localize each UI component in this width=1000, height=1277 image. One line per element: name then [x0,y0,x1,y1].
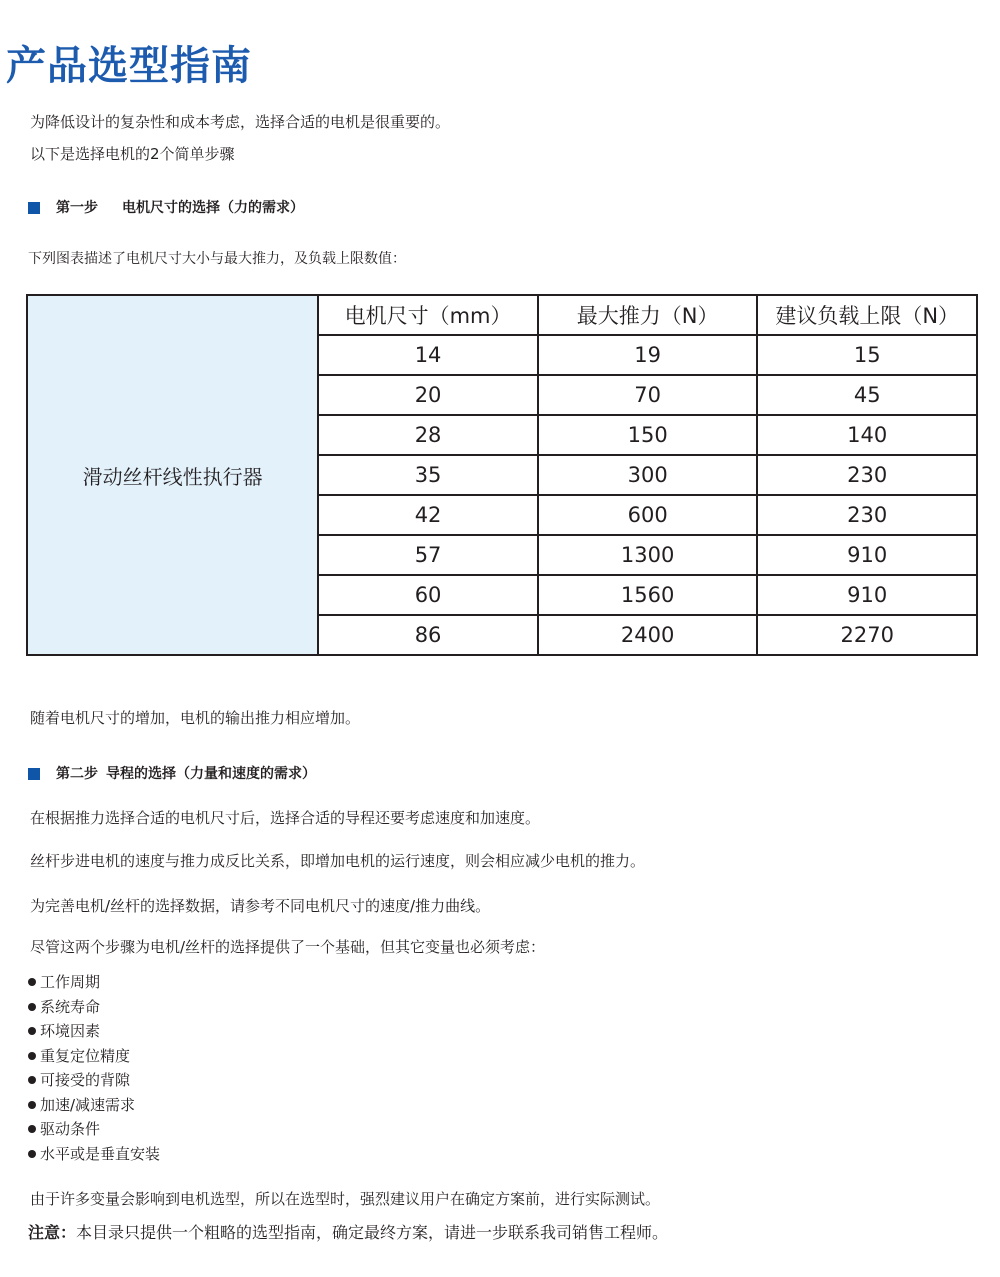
cell-load-limit: 910 [757,575,977,615]
cell-max-thrust: 300 [538,455,758,495]
closing-text: 由于许多变量会影响到电机选型，所以在选型时，强烈建议用户在确定方案前，进行实际测试。 [30,1190,661,1208]
factor-list [28,970,160,1166]
bullet-icon [28,1150,36,1158]
cell-max-thrust: 600 [538,495,758,535]
cell-load-limit: 140 [757,415,977,455]
list-item [28,1093,160,1118]
factor-label: 驱动条件 [40,1120,101,1138]
spec-table [26,294,978,656]
cell-motor-size: 35 [318,455,538,495]
bullet-icon [28,978,36,986]
cell-motor-size: 42 [318,495,538,535]
row-label-cell: 滑动丝杆线性执行器 [27,295,318,655]
list-item [28,1019,160,1044]
factor-label: 加速/减速需求 [40,1095,136,1114]
cell-load-limit: 230 [757,455,977,495]
cell-load-limit: 15 [757,335,977,375]
factor-label: 系统寿命 [40,997,101,1016]
factor-label: 水平或是垂直安装 [40,1144,161,1163]
bullet-icon [28,1076,36,1084]
bullet-icon [28,1003,36,1011]
step2-paragraph: 尽管这两个步骤为电机/丝杆的选择提供了一个基础，但其它变量也必须考虑： [30,938,546,956]
list-item [28,1117,160,1142]
step2-title: 导程的选择（力量和速度的需求） [106,766,316,782]
cell-motor-size: 86 [318,615,538,655]
cell-max-thrust: 150 [538,415,758,455]
factor-label: 工作周期 [40,973,101,991]
bullet-icon [28,1101,36,1109]
cell-max-thrust: 70 [538,375,758,415]
cell-motor-size: 57 [318,535,538,575]
header-load-limit: 建议负载上限（N） [757,295,977,335]
cell-motor-size: 20 [318,375,538,415]
factor-label: 环境因素 [40,1022,101,1040]
step2-number: 第二步 [56,766,98,782]
note-label: 注意： [28,1223,77,1242]
list-item [28,1142,160,1167]
header-max-thrust: 最大推力（N） [538,295,758,335]
cell-max-thrust: 2400 [538,615,758,655]
cell-load-limit: 230 [757,495,977,535]
list-item [28,1068,160,1093]
step2-heading [28,764,316,784]
intro-line-1: 为降低设计的复杂性和成本考虑，选择合适的电机是很重要的。 [30,113,451,131]
step2-paragraph: 为完善电机/丝杆的选择数据，请参考不同电机尺寸的速度/推力曲线。 [30,897,491,915]
note [28,1222,668,1244]
table-intro: 下列图表描述了电机尺寸大小与最大推力，及负载上限数值： [28,251,406,267]
cell-motor-size: 28 [318,415,538,455]
list-item [28,995,160,1020]
cell-motor-size: 14 [318,335,538,375]
factor-label: 重复定位精度 [40,1046,131,1065]
step2-paragraph: 在根据推力选择合适的电机尺寸后，选择合适的导程还要考虑速度和加速度。 [30,809,541,827]
table-header-row [27,295,977,335]
intro-line-2: 以下是选择电机的2个简单步骤 [30,145,235,163]
cell-load-limit: 2270 [757,615,977,655]
cell-max-thrust: 1560 [538,575,758,615]
note-text: 本目录只提供一个粗略的选型指南，确定最终方案，请进一步联系我司销售工程师。 [76,1223,669,1242]
cell-max-thrust: 19 [538,335,758,375]
step2-paragraph: 丝杆步进电机的速度与推力成反比关系，即增加电机的运行速度，则会相应减少电机的推力。 [30,852,646,870]
header-motor-size: 电机尺寸（mm） [318,295,538,335]
heading-square-icon [28,768,40,780]
list-item [28,1044,160,1069]
heading-square-icon [28,202,40,214]
cell-motor-size: 60 [318,575,538,615]
page-title: 产品选型指南 [6,43,252,89]
step1-heading [28,198,304,218]
list-item [28,970,160,995]
after-table-text: 随着电机尺寸的增加，电机的输出推力相应增加。 [30,709,361,727]
step1-title: 电机尺寸的选择（力的需求） [122,200,304,216]
bullet-icon [28,1125,36,1133]
bullet-icon [28,1027,36,1035]
cell-max-thrust: 1300 [538,535,758,575]
cell-load-limit: 45 [757,375,977,415]
bullet-icon [28,1052,36,1060]
step1-number: 第一步 [56,200,98,216]
cell-load-limit: 910 [757,535,977,575]
factor-label: 可接受的背隙 [40,1071,131,1089]
